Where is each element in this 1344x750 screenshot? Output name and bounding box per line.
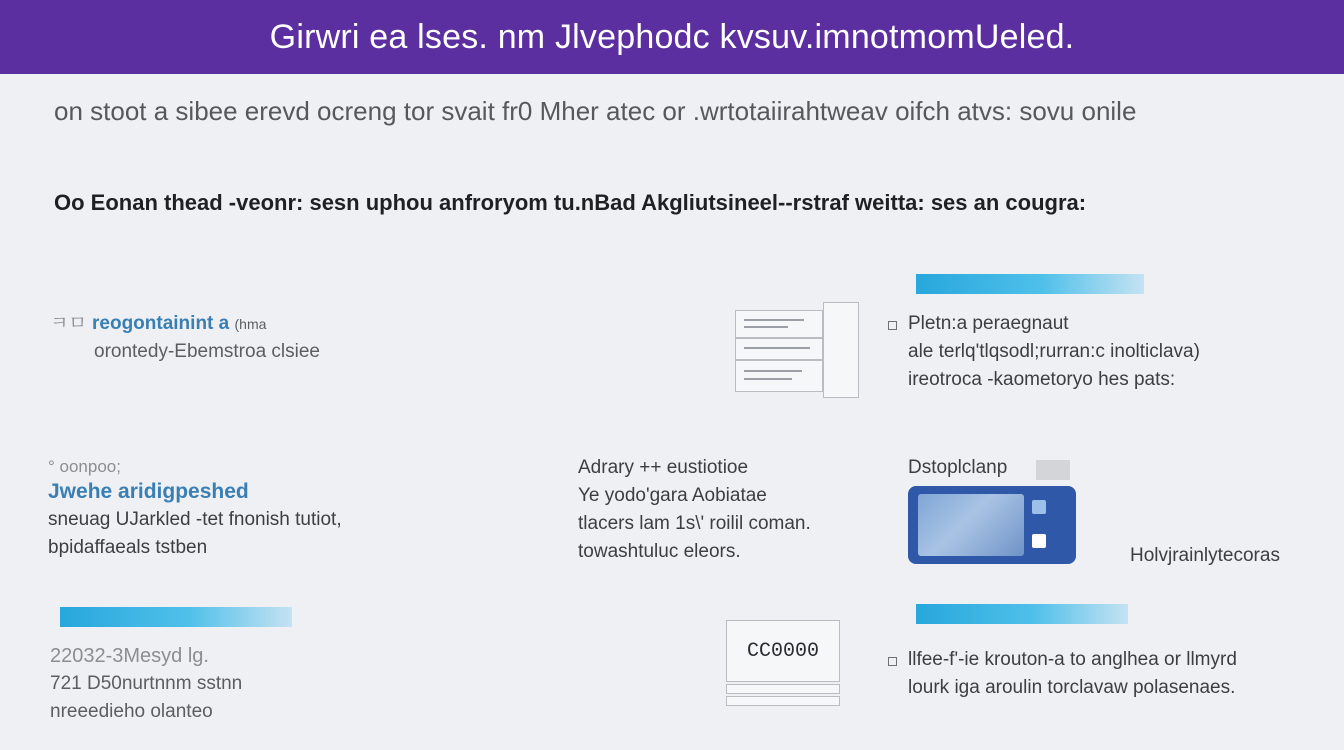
- left-block-2-title: Jwehe aridigpeshed: [48, 480, 249, 503]
- right-block-2-label: Dstoplclanp: [908, 457, 1008, 478]
- right-accent-bar-top: [916, 274, 1144, 294]
- code-card-icon: [726, 620, 840, 710]
- lead-text: Oo Eonan thead -veonr: sesn uphou anfroryom tu.nBad Akgliutsineel--rstraf weitta: ses an cougra:: [54, 190, 1087, 215]
- left-block-3-line2: 721 D50nurtnnm sstnn: [50, 673, 243, 694]
- right-block-1-line1: Pletn:a peraegnaut: [908, 313, 1069, 334]
- left-block-1-small: (hma: [234, 316, 267, 332]
- center-block-line4: towashtuluc eleors.: [578, 541, 741, 562]
- page-title: Girwri ea lses. nm Jlvephodc kvsuv.imnotmomUeled.: [269, 17, 1075, 56]
- left-block-3: [50, 642, 242, 726]
- left-block-1: [50, 310, 320, 366]
- left-block-1-title: reogontainint a: [92, 313, 230, 334]
- right-block-3: [888, 646, 1237, 702]
- right-block-2-side: Holvjrainlytecoras: [1130, 545, 1280, 566]
- center-block: [578, 454, 811, 566]
- header-banner: [0, 0, 1344, 74]
- center-block-line2: Ye yodo'gara Aobiatae: [578, 485, 767, 506]
- label-tag-icon: [1036, 460, 1070, 480]
- bullet-icon: [888, 657, 897, 666]
- left-block-2-line2: bpidaffaeals tstben: [48, 537, 208, 558]
- left-block-2-line1: sneuag UJarkled -tet fnonish tutiot,: [48, 509, 342, 530]
- right-accent-bar-bottom: [916, 604, 1128, 624]
- right-block-1: [888, 310, 1200, 394]
- left-block-1-prefix: ㅋㅁ: [50, 313, 87, 334]
- left-block-3-line3: nreeedieho olanteo: [50, 701, 213, 722]
- right-block-1-line3: ireotroca -kaometoryo hes pats:: [908, 369, 1176, 390]
- tablet-icon: [908, 486, 1076, 564]
- right-block-3-line1: llfee-f'-ie krouton-a to anglhea or llmyrd: [908, 649, 1237, 670]
- center-block-line3: tlacers lam 1s\' roilil coman.: [578, 513, 811, 534]
- intro-text: on stoot a sibee erevd ocreng tor svait fr0 Mher atec or .wrtotaiirahtweav oifch atvs: sovu onile: [54, 96, 1137, 126]
- bullet-icon: [888, 321, 897, 330]
- left-block-2-faint: ° oonpoo;: [48, 457, 121, 476]
- left-block-2: [48, 456, 342, 562]
- document-stack-icon: [735, 302, 859, 398]
- right-block-3-line2: lourk iga aroulin torclavaw polasenaes.: [908, 677, 1236, 698]
- center-block-line1: Adrary ++ eustiotioe: [578, 457, 749, 478]
- right-block-1-line2: ale terlq'tlqsodl;rurran:c inolticlava): [908, 341, 1200, 362]
- left-accent-bar: [60, 607, 292, 627]
- left-block-3-line1: 22032-3Mesyd lg.: [50, 645, 209, 667]
- code-label: CC0000: [746, 639, 819, 663]
- left-block-1-line: orontedy-Ebemstroa clsiee: [94, 341, 320, 362]
